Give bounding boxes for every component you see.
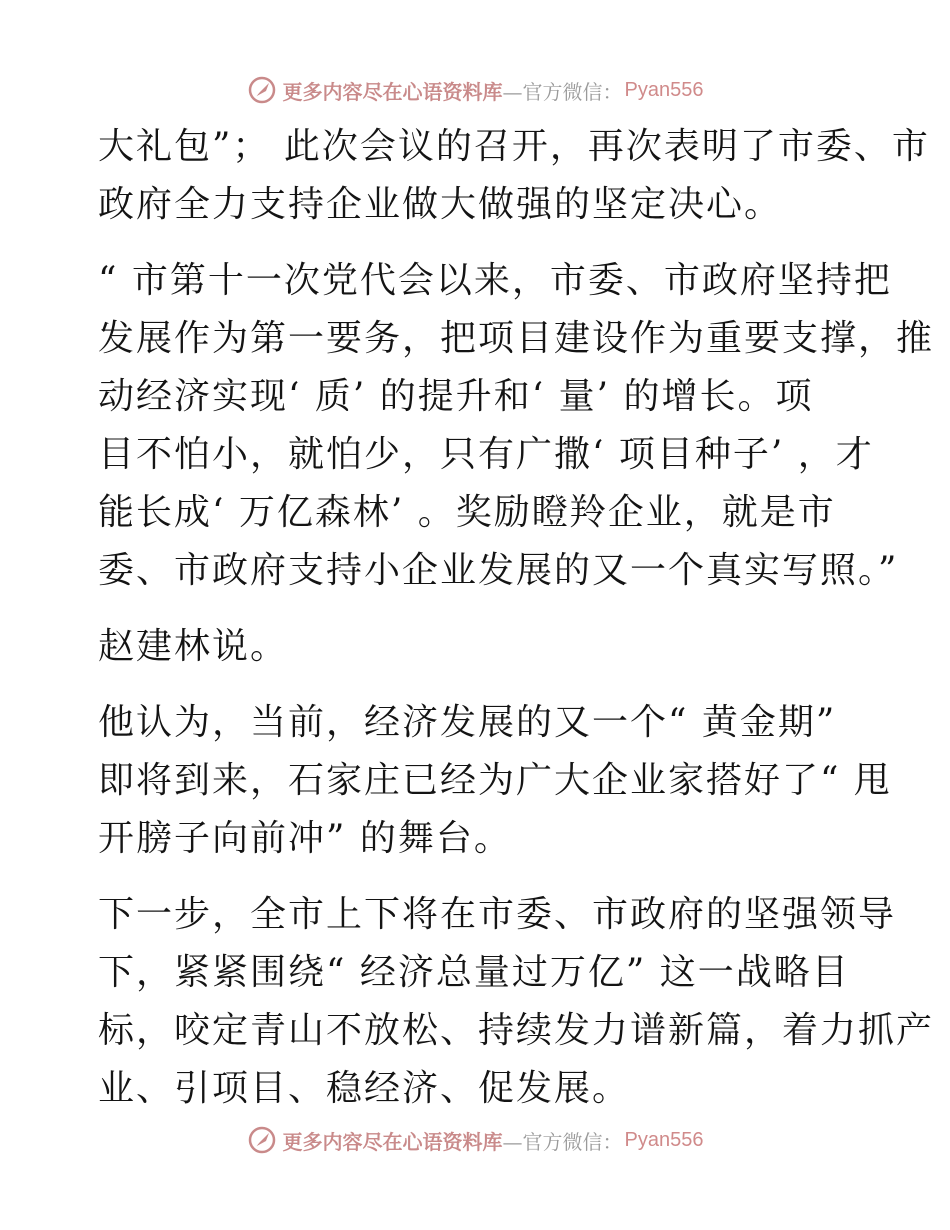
- watermark-wechat-id: Pyan556: [624, 1128, 704, 1151]
- document-body: [98, 118, 935, 1118]
- text-line: 即将到来，石家庄已经为广大企业家搭好了“ 甩: [98, 760, 892, 801]
- text-line: 开膀子向前冲” 的舞台。: [98, 818, 512, 859]
- text-line: 目不怕小，就怕少，只有广撒‘ 项目种子’ ，才: [98, 434, 874, 475]
- paragraph-4: [98, 694, 892, 868]
- text-line: 动经济实现‘ 质’ 的提升和‘ 量’ 的增长。项: [98, 376, 814, 417]
- text-line: 能长成‘ 万亿森林’ 。奖励瞪羚企业，就是市: [98, 492, 836, 533]
- paragraph-3: [98, 618, 858, 676]
- text-line: 标，咬定青山不放松、持续发力谱新篇，着力抓产: [98, 1010, 935, 1051]
- watermark-red-text: 更多内容尽在心语资料库: [282, 1129, 503, 1154]
- text-line: 赵建林说。: [98, 626, 289, 667]
- text-line: 委、市政府支持小企业发展的又一个真实写照。”: [98, 550, 899, 591]
- watermark-dash-text: —官方微信：: [502, 79, 623, 104]
- footer-watermark: [0, 1122, 950, 1158]
- quill-logo-icon: [247, 1125, 277, 1155]
- text-line: 下，紧紧围绕“ 经济总量过万亿” 这一战略目: [98, 952, 850, 993]
- paragraph-5: [98, 886, 935, 1118]
- watermark-red-text: 更多内容尽在心语资料库: [282, 79, 503, 104]
- paragraph-1: [98, 118, 930, 234]
- watermark-wechat-id: Pyan556: [624, 78, 704, 101]
- paragraph-2: [98, 252, 935, 600]
- quill-logo-icon: [247, 75, 277, 105]
- text-line: 他认为，当前，经济发展的又一个“ 黄金期”: [98, 702, 837, 743]
- text-line: “ 市第十一次党代会以来，市委、市政府坚持把: [98, 260, 892, 301]
- text-line: 大礼包”； 此次会议的召开，再次表明了市委、市: [98, 126, 930, 167]
- text-line: 发展作为第一要务，把项目建设作为重要支撑，推: [98, 318, 935, 359]
- header-watermark: [0, 72, 950, 108]
- text-line: 业、引项目、稳经济、促发展。: [98, 1068, 631, 1109]
- watermark-dash-text: —官方微信：: [502, 1129, 623, 1154]
- text-line: 下一步，全市上下将在市委、市政府的坚强领导: [98, 894, 897, 935]
- text-line: 政府全力支持企业做大做强的坚定决心。: [98, 184, 783, 225]
